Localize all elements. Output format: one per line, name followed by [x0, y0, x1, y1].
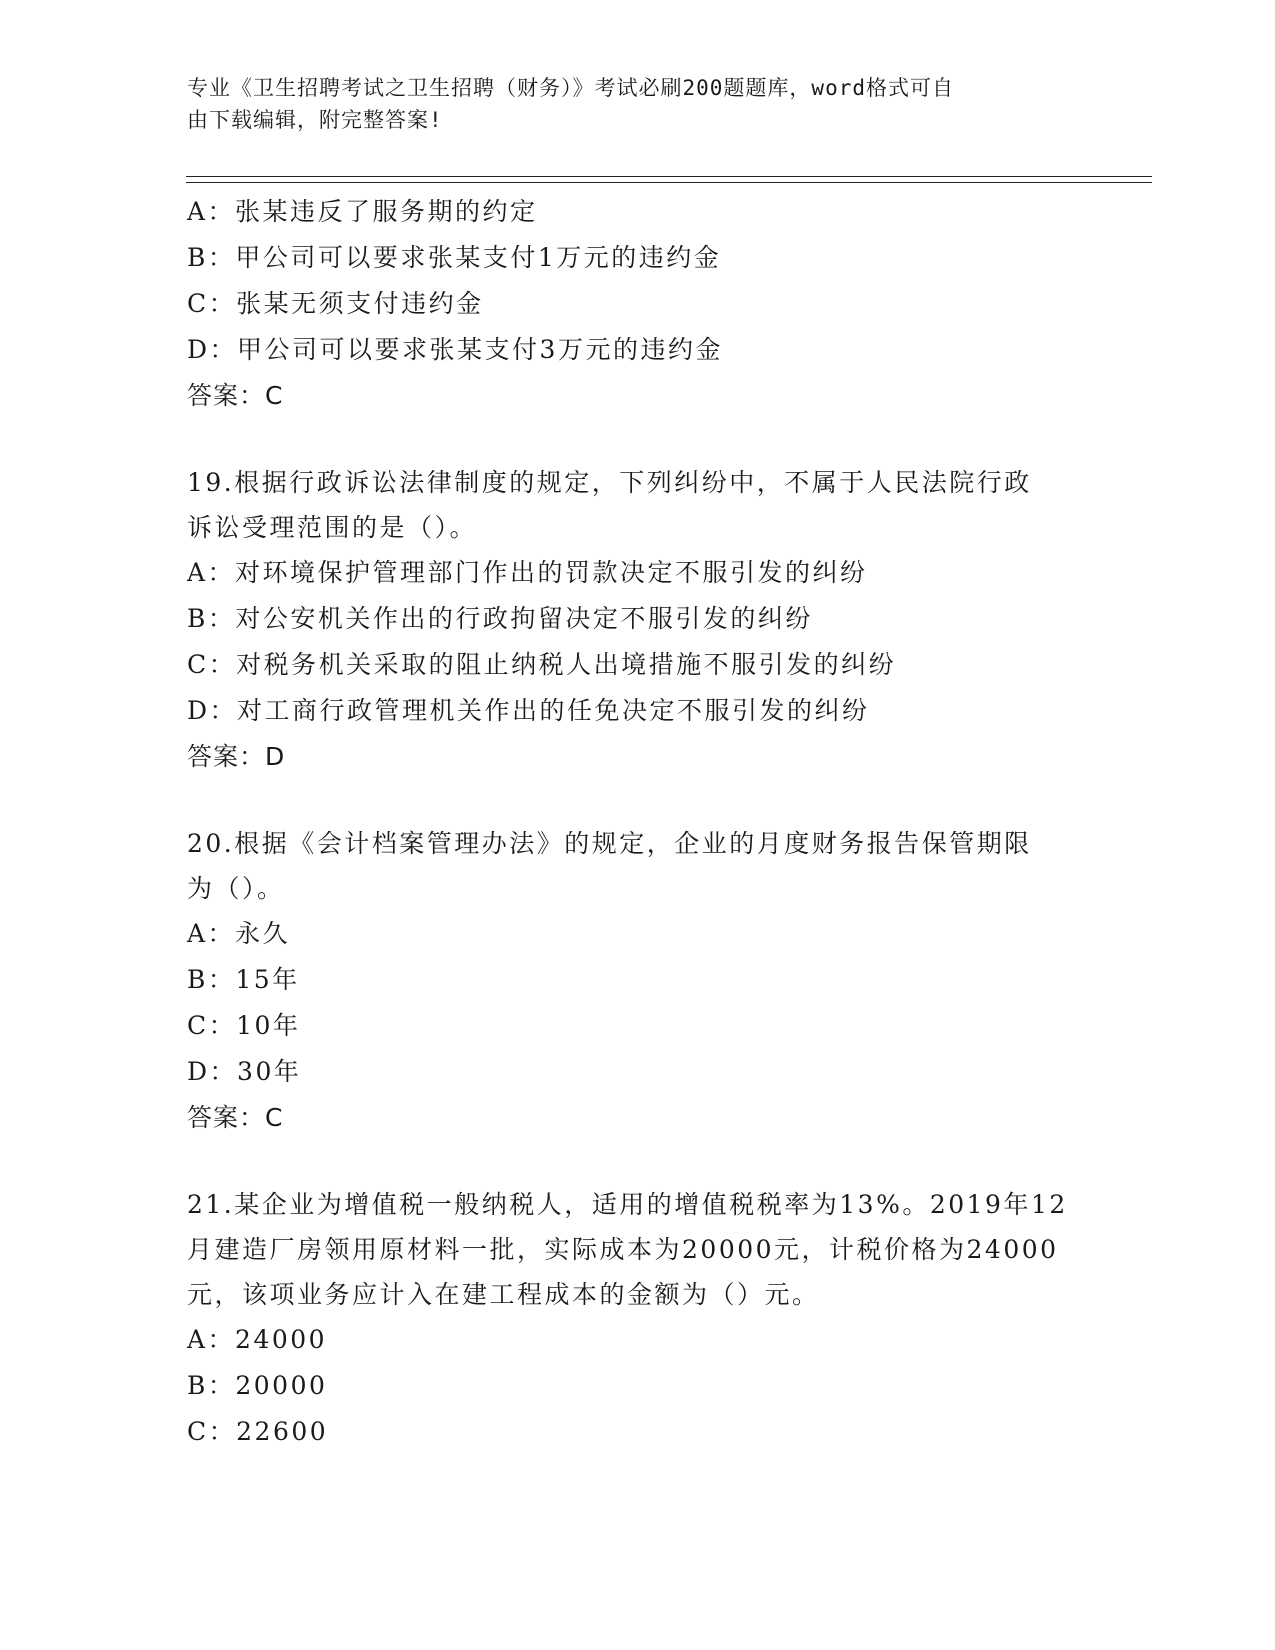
option-b: B：甲公司可以要求张某支付1万元的违约金: [187, 243, 722, 272]
question-stem-line: 诉讼受理范围的是（）。: [187, 513, 478, 542]
header-divider-bottom: [186, 182, 1152, 183]
question-stem-line: 为（）。: [187, 874, 285, 903]
question-stem-line: 19.根据行政诉讼法律制度的规定，下列纠纷中，不属于人民法院行政: [187, 468, 1032, 497]
question-stem-line: 月建造厂房领用原材料一批，实际成本为20000元，计税价格为24000: [187, 1235, 1059, 1264]
answer: 答案：D: [187, 742, 286, 771]
option-c: C：张某无须支付违约金: [187, 289, 484, 318]
option-a: A：对环境保护管理部门作出的罚款决定不服引发的纠纷: [187, 558, 868, 587]
spacer: [187, 1141, 1087, 1182]
option-a: A：24000: [187, 1325, 328, 1354]
option-b: B：对公安机关作出的行政拘留决定不服引发的纠纷: [187, 604, 813, 633]
option-d: D：甲公司可以要求张某支付3万元的违约金: [187, 335, 723, 364]
question-19: [187, 460, 1087, 780]
question-21: [187, 1182, 1087, 1455]
spacer: [187, 780, 1087, 821]
option-a: A：永久: [187, 919, 291, 948]
document-body: [187, 189, 1087, 1455]
answer: 答案：C: [187, 381, 284, 410]
question-stem-line: 20.根据《会计档案管理办法》的规定，企业的月度财务报告保管期限: [187, 829, 1032, 858]
document-header: [187, 72, 1067, 136]
option-c: C：对税务机关采取的阻止纳税人出境措施不服引发的纠纷: [187, 650, 897, 679]
question-stem-line: 21.某企业为增值税一般纳税人，适用的增值税税率为13%。2019年12: [187, 1190, 1068, 1219]
option-d: D：对工商行政管理机关作出的任免决定不服引发的纠纷: [187, 696, 870, 725]
option-b: B：20000: [187, 1371, 328, 1400]
option-c: C：22600: [187, 1417, 329, 1446]
question-18: [187, 189, 1087, 419]
header-line-1: 专业《卫生招聘考试之卫生招聘（财务）》考试必刷200题题库，word格式可自: [187, 76, 954, 100]
spacer: [187, 419, 1087, 460]
answer: 答案：C: [187, 1103, 284, 1132]
option-d: D：30年: [187, 1057, 302, 1086]
question-stem-line: 元，该项业务应计入在建工程成本的金额为（）元。: [187, 1280, 820, 1309]
question-20: [187, 821, 1087, 1141]
option-a: A：张某违反了服务期的约定: [187, 197, 538, 226]
option-b: B：15年: [187, 965, 300, 994]
option-c: C：10年: [187, 1011, 301, 1040]
header-divider-top: [186, 176, 1152, 177]
header-line-2: 由下载编辑，附完整答案!: [187, 108, 443, 132]
